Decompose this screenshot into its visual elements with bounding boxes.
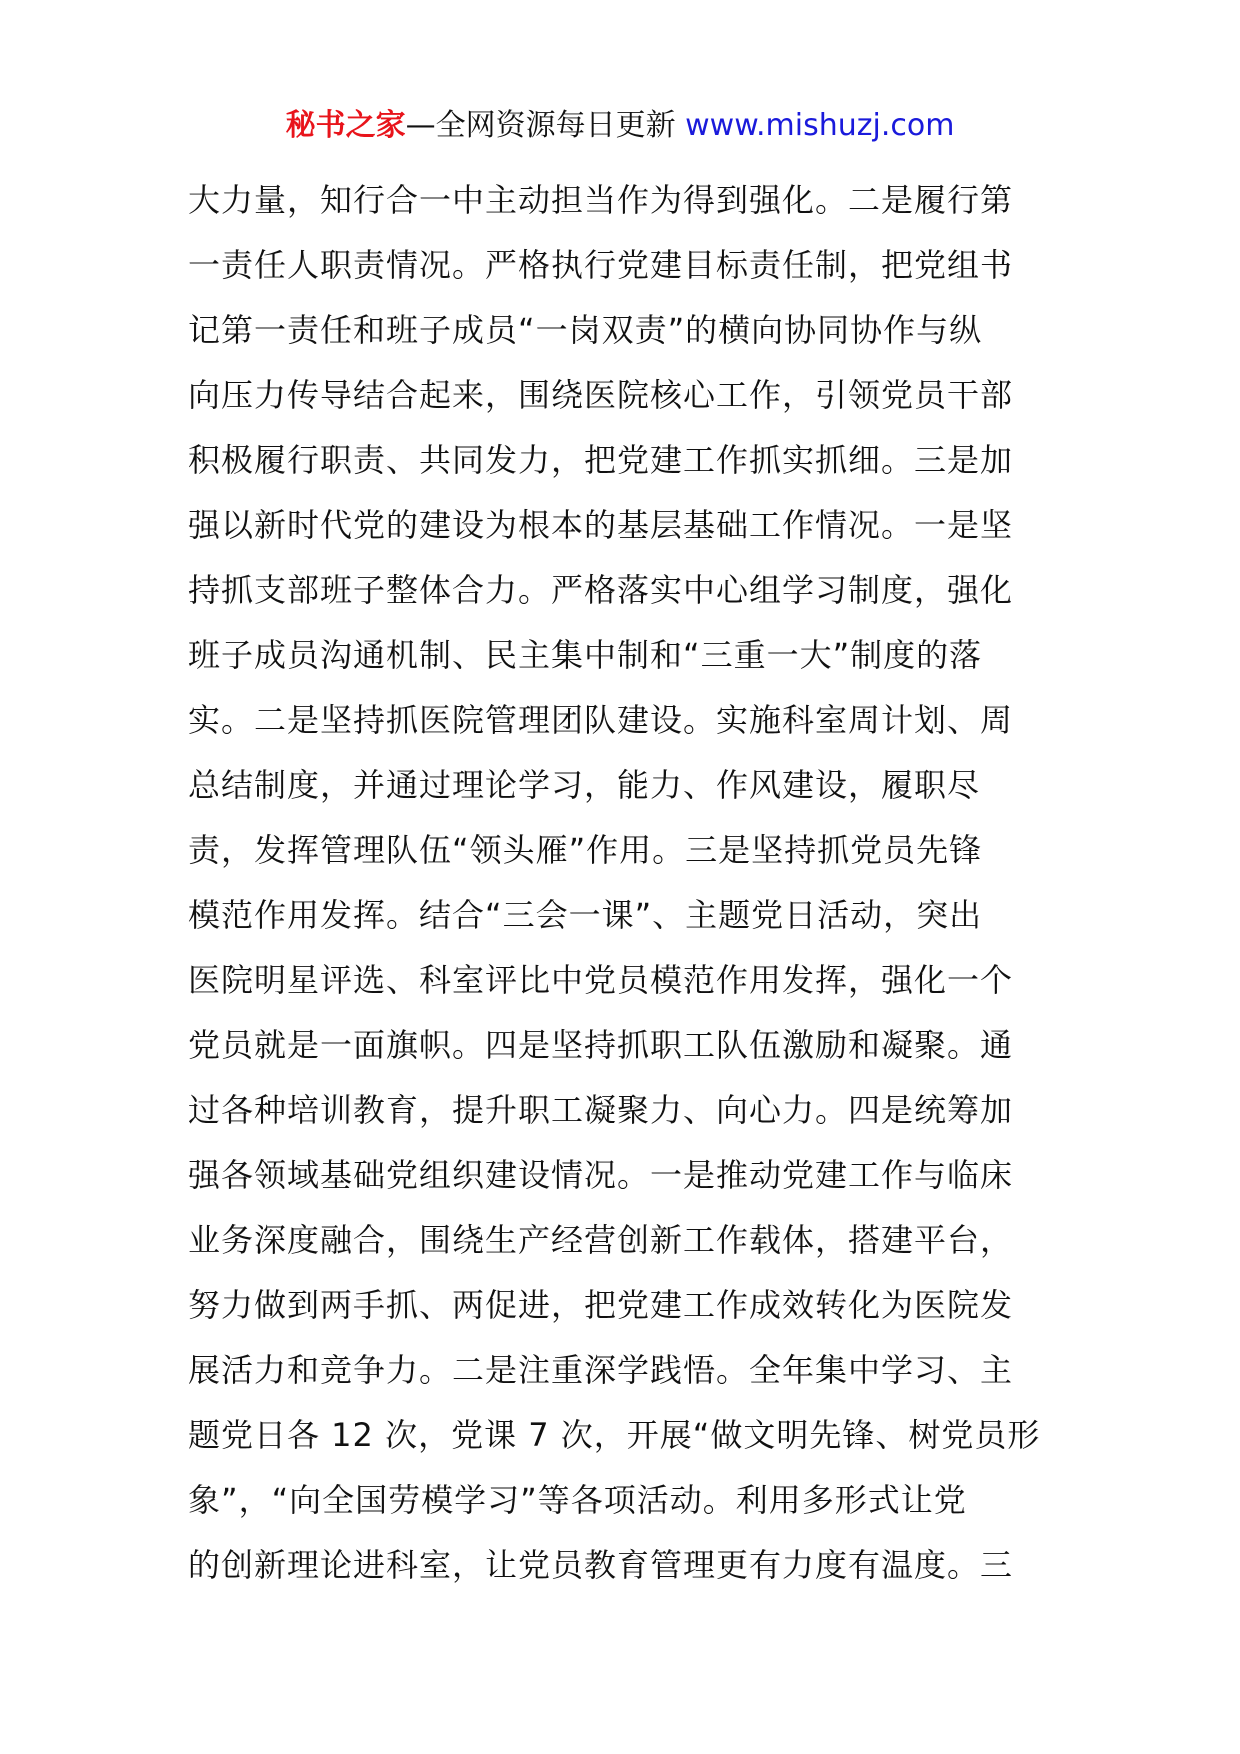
text-line: 责，发挥管理队伍“领头雁”作用。三是坚持抓党员先锋 (188, 831, 983, 869)
text-line: 强各领域基础党组织建设情况。一是推动党建工作与临床 (188, 1156, 1014, 1194)
text-line: 实。二是坚持抓医院管理团队建设。实施科室周计划、周 (188, 701, 1014, 739)
text-line: 模范作用发挥。结合“三会一课”、主题党日活动，突出 (188, 896, 983, 934)
text-line: 医院明星评选、科室评比中党员模范作用发挥，强化一个 (188, 961, 1014, 999)
text-line: 的创新理论进科室，让党员教育管理更有力度有温度。三 (188, 1546, 1014, 1584)
text-line: 记第一责任和班子成员“一岗双责”的横向协同协作与纵 (188, 311, 983, 349)
text-line: 展活力和竞争力。二是注重深学践悟。全年集中学习、主 (188, 1351, 1014, 1389)
page-header (0, 104, 1240, 148)
site-brand: 秘书之家 (285, 108, 406, 143)
text-line: 大力量，知行合一中主动担当作为得到强化。二是履行第 (188, 181, 1014, 219)
text-line: 持抓支部班子整体合力。严格落实中心组学习制度，强化 (188, 571, 1014, 609)
text-line: 向压力传导结合起来，围绕医院核心工作，引领党员干部 (188, 376, 1014, 414)
site-url-link[interactable]: www.mishuzj.com (685, 108, 955, 143)
text-line: 努力做到两手抓、两促进，把党建工作成效转化为医院发 (188, 1286, 1014, 1324)
text-line: 党员就是一面旗帜。四是坚持抓职工队伍激励和凝聚。通 (188, 1026, 1014, 1064)
text-line: 强以新时代党的建设为根本的基层基础工作情况。一是坚 (188, 506, 1014, 544)
text-line: 班子成员沟通机制、民主集中制和“三重一大”制度的落 (188, 636, 983, 674)
text-line: 积极履行职责、共同发力，把党建工作抓实抓细。三是加 (188, 441, 1014, 479)
text-line: 一责任人职责情况。严格执行党建目标责任制，把党组书 (188, 246, 1014, 284)
text-line: 过各种培训教育，提升职工凝聚力、向心力。四是统筹加 (188, 1091, 1014, 1129)
text-line: 象”，“向全国劳模学习”等各项活动。利用多形式让党 (188, 1481, 967, 1519)
text-line: 题党日各 12 次，党课 7 次，开展“做文明先锋、树党员形 (188, 1416, 1041, 1454)
body-paragraph (188, 168, 1058, 1598)
header-tagline: —全网资源每日更新 (405, 108, 686, 143)
text-line: 业务深度融合，围绕生产经营创新工作载体，搭建平台， (188, 1221, 1014, 1259)
text-line: 总结制度，并通过理论学习，能力、作风建设，履职尽 (188, 766, 981, 804)
